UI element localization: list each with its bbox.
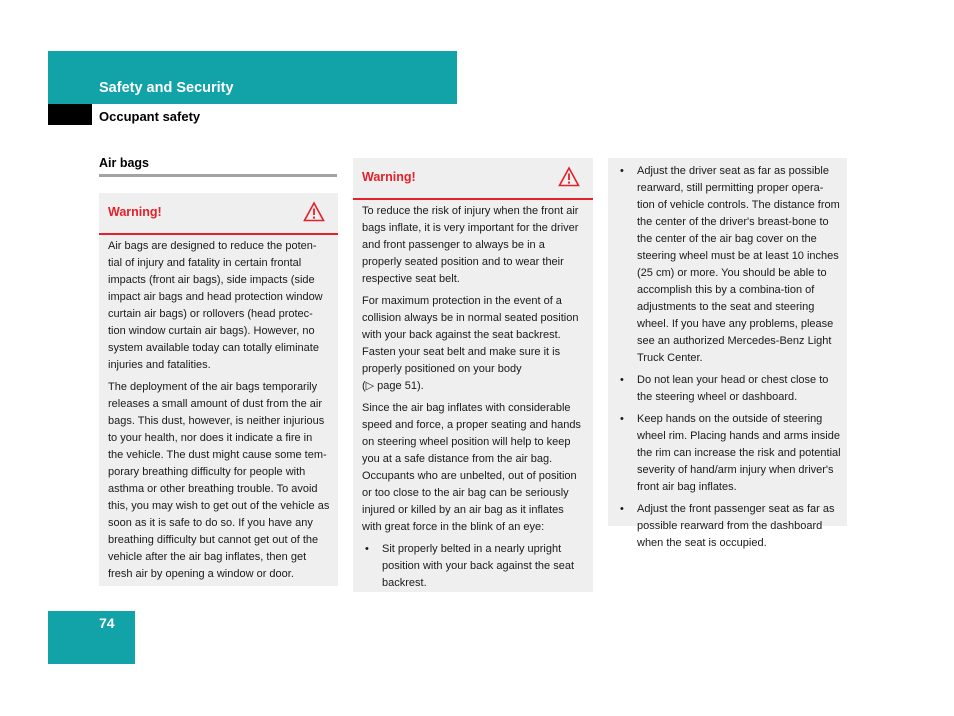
column-heading-air-bags: Air bags xyxy=(99,156,150,170)
list-item: • Adjust the driver seat as far as possible rearward, still permitting proper opera-tion of vehicle controls. The distance from the center of the driver's breast-bone to the center of the air bag cover on the steering wheel must be at least 10 inches (25 cm) or more. You should be able to accomplish this by a combina-tion of adjustments to the seat and steering wheel. If you have any problems, please see an authorized Mercedes-Benz Light Truck Center. xyxy=(617,163,841,367)
paragraph-text: For maximum protection in the event of a collision always be in normal seated position with your back against the seat backrest. Fasten your seat belt and make sure it is properly positioned on your body xyxy=(362,295,579,375)
info-body xyxy=(608,158,847,552)
paragraph: Since the air bag inflates with considerable speed and force, a proper seating and hands on steering wheel position will help to keep you at a safe distance from the air bag. Occupants who are unbelted, out of position or too close to the air bag can be seriously injured or killed by an air bag as it inflates with great force in the blink of an eye: xyxy=(362,402,581,533)
paragraph: Air bags are designed to reduce the poten-tial of injury and fatality in certain frontal impacts (front air bags), side impacts (side impact air bags and head protection window curtain air bags) or rollovers (head protec-tion window curtain air bags). However, no system available today can totally eliminate injuries and fatalities. xyxy=(108,240,323,371)
info-box-3 xyxy=(608,158,847,549)
subsection-marker xyxy=(48,104,92,125)
warning-body xyxy=(99,235,338,583)
section-title: Safety and Security xyxy=(99,80,234,96)
warning-box-1 xyxy=(99,193,338,586)
paragraph: The deployment of the air bags temporarily releases a small amount of dust from the air bags. This dust, however, is neither injurious to your health, nor does it indicate a fire in the vehicle. The dust might cause some tem-porary breathing difficulty for people with asthma or other breathing trouble. To avoid this, you may wish to get out of the vehicle as soon as it is safe to do so. If you have any breathing difficulty but cannot get out of the vehicle after the air bag inflates, then get fresh air by opening a window or door. xyxy=(108,381,330,580)
list-item: • Adjust the front passenger seat as far as possible rearward from the dashboard when the seat is occupied. xyxy=(617,501,841,552)
warning-triangle-icon xyxy=(303,201,325,222)
warning-label: Warning! xyxy=(362,170,416,184)
paragraph xyxy=(362,293,585,395)
warning-label: Warning! xyxy=(108,205,162,219)
warning-body xyxy=(353,200,593,592)
page-number-band xyxy=(48,611,135,664)
warning-triangle-icon xyxy=(558,166,580,187)
subsection-title: Occupant safety xyxy=(99,109,201,124)
header-band xyxy=(48,51,457,104)
page-number: 74 xyxy=(99,615,115,631)
warning-box-2 xyxy=(353,158,593,592)
warning-header xyxy=(99,193,338,235)
paragraph: To reduce the risk of injury when the front air bags inflate, it is very important for the driver and front passenger to always be in a properly seated position and to wear their respective seat belt. xyxy=(362,205,579,285)
list-item: • Keep hands on the outside of steering wheel rim. Placing hands and arms inside the rim can increase the risk and potential severity of hand/arm injury when driver's front air bag inflates. xyxy=(617,411,841,496)
bullet-list xyxy=(362,541,585,592)
list-item: • Sit properly belted in a nearly upright position with your back against the seat backrest. xyxy=(362,541,585,592)
bullet-list xyxy=(617,163,841,552)
page-reference-link[interactable]: (▷ page 51). xyxy=(362,380,424,392)
list-item: • Do not lean your head or chest close to the steering wheel or dashboard. xyxy=(617,372,841,406)
warning-header xyxy=(353,158,593,200)
heading-rule xyxy=(99,174,337,177)
